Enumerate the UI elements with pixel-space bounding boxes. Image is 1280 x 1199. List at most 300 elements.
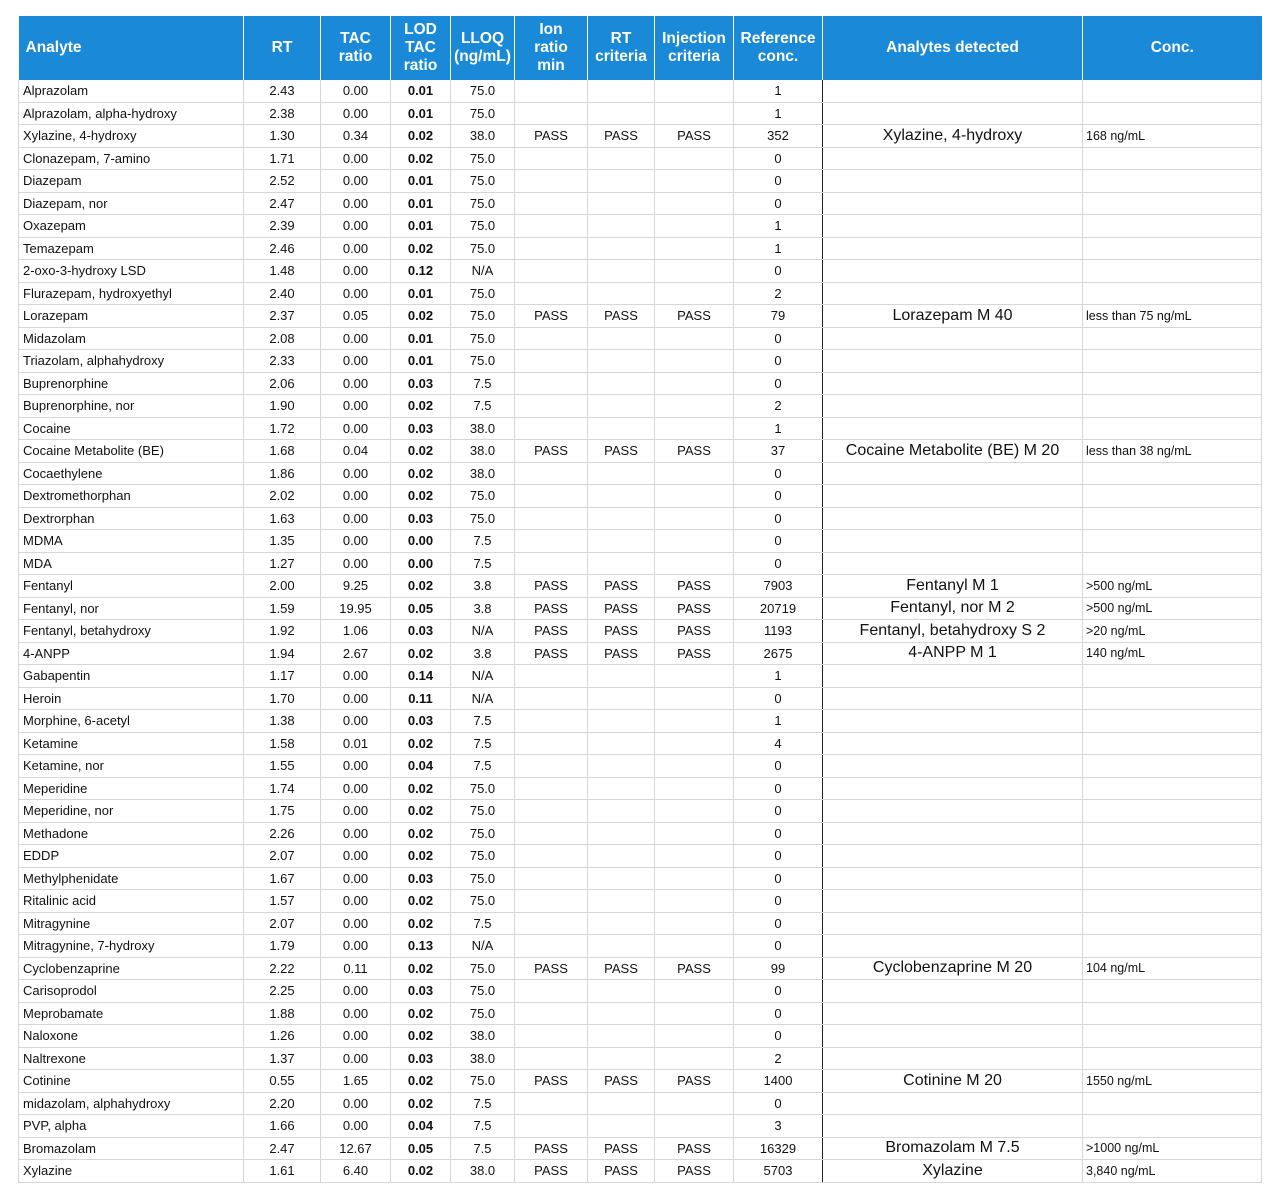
analyte-cell: Fentanyl, betahydroxy: [19, 620, 244, 643]
conc-cell: [1083, 395, 1262, 418]
reference-conc-cell: 2: [734, 1047, 823, 1070]
analyte-cell: Temazepam: [19, 237, 244, 260]
header-rt: RT: [244, 16, 321, 80]
conc-cell: >20 ng/mL: [1083, 620, 1262, 643]
header-ion-ratio-min: Ion ratio min: [515, 16, 588, 80]
lloq-cell: 7.5: [451, 912, 515, 935]
lloq-cell: 75.0: [451, 845, 515, 868]
rt-criteria-cell: [588, 350, 655, 373]
table-row: [19, 755, 1262, 778]
conc-cell: less than 75 ng/mL: [1083, 305, 1262, 328]
table-row: [19, 620, 1262, 643]
analytes-detected-cell: [823, 192, 1083, 215]
ion-ratio-cell: [515, 1002, 588, 1025]
injection-criteria-cell: [655, 1047, 734, 1070]
analyte-cell: Cocaethylene: [19, 462, 244, 485]
lloq-cell: 7.5: [451, 395, 515, 418]
rt-criteria-cell: [588, 867, 655, 890]
lod-tac-ratio-cell: 0.01: [391, 350, 451, 373]
conc-cell: [1083, 822, 1262, 845]
tac-ratio-cell: 0.00: [321, 755, 391, 778]
tac-ratio-cell: 6.40: [321, 1160, 391, 1183]
tac-ratio-cell: 0.05: [321, 305, 391, 328]
lloq-cell: 75.0: [451, 147, 515, 170]
lod-tac-ratio-cell: 0.02: [391, 957, 451, 980]
injection-criteria-cell: [655, 507, 734, 530]
analytes-detected-cell: [823, 732, 1083, 755]
injection-criteria-cell: PASS: [655, 1160, 734, 1183]
lloq-cell: 7.5: [451, 755, 515, 778]
injection-criteria-cell: PASS: [655, 620, 734, 643]
rt-criteria-cell: [588, 372, 655, 395]
rt-cell: 1.38: [244, 710, 321, 733]
rt-criteria-cell: [588, 485, 655, 508]
reference-conc-cell: 37: [734, 440, 823, 463]
analyte-cell: Xylazine: [19, 1160, 244, 1183]
table-row: [19, 485, 1262, 508]
lod-tac-ratio-cell: 0.02: [391, 642, 451, 665]
analytes-detected-cell: Fentanyl, nor M 2: [823, 597, 1083, 620]
ion-ratio-cell: [515, 867, 588, 890]
lloq-cell: 75.0: [451, 282, 515, 305]
ion-ratio-cell: [515, 732, 588, 755]
analyte-cell: Meperidine: [19, 777, 244, 800]
ion-ratio-cell: PASS: [515, 440, 588, 463]
conc-cell: 1550 ng/mL: [1083, 1070, 1262, 1093]
reference-conc-cell: 0: [734, 485, 823, 508]
ion-ratio-cell: [515, 147, 588, 170]
analytes-detected-cell: [823, 485, 1083, 508]
table-row: [19, 935, 1262, 958]
lod-tac-ratio-cell: 0.02: [391, 845, 451, 868]
rt-cell: 1.86: [244, 462, 321, 485]
reference-conc-cell: 5703: [734, 1160, 823, 1183]
analytes-detected-cell: Cyclobenzaprine M 20: [823, 957, 1083, 980]
injection-criteria-cell: [655, 710, 734, 733]
table-row: [19, 890, 1262, 913]
tac-ratio-cell: 0.11: [321, 957, 391, 980]
conc-cell: [1083, 980, 1262, 1003]
reference-conc-cell: 0: [734, 822, 823, 845]
analytes-detected-cell: [823, 1047, 1083, 1070]
lloq-cell: 38.0: [451, 462, 515, 485]
analytes-detected-cell: [823, 800, 1083, 823]
tac-ratio-cell: 0.00: [321, 777, 391, 800]
injection-criteria-cell: [655, 327, 734, 350]
reference-conc-cell: 0: [734, 777, 823, 800]
conc-cell: [1083, 845, 1262, 868]
conc-cell: >1000 ng/mL: [1083, 1137, 1262, 1160]
rt-cell: 1.57: [244, 890, 321, 913]
conc-cell: [1083, 777, 1262, 800]
rt-criteria-cell: PASS: [588, 642, 655, 665]
header-analyte: Analyte: [19, 16, 244, 80]
rt-criteria-cell: [588, 1092, 655, 1115]
reference-conc-cell: 0: [734, 1092, 823, 1115]
tac-ratio-cell: 0.00: [321, 417, 391, 440]
tac-ratio-cell: 0.00: [321, 170, 391, 193]
analytes-detected-cell: 4-ANPP M 1: [823, 642, 1083, 665]
header-analytes-detected: Analytes detected: [823, 16, 1083, 80]
ion-ratio-cell: [515, 845, 588, 868]
analytes-detected-cell: [823, 935, 1083, 958]
analyte-cell: Cocaine Metabolite (BE): [19, 440, 244, 463]
lod-tac-ratio-cell: 0.02: [391, 890, 451, 913]
conc-cell: [1083, 215, 1262, 238]
injection-criteria-cell: [655, 372, 734, 395]
conc-cell: >500 ng/mL: [1083, 575, 1262, 598]
table-row: [19, 777, 1262, 800]
lod-tac-ratio-cell: 0.02: [391, 777, 451, 800]
rt-criteria-cell: PASS: [588, 1160, 655, 1183]
table-row: [19, 980, 1262, 1003]
lod-tac-ratio-cell: 0.00: [391, 552, 451, 575]
tac-ratio-cell: 0.00: [321, 350, 391, 373]
rt-criteria-cell: [588, 1002, 655, 1025]
injection-criteria-cell: [655, 80, 734, 102]
analyte-cell: Fentanyl: [19, 575, 244, 598]
tac-ratio-cell: 0.00: [321, 800, 391, 823]
reference-conc-cell: 0: [734, 170, 823, 193]
analytes-detected-cell: [823, 350, 1083, 373]
rt-cell: 1.71: [244, 147, 321, 170]
analytes-detected-cell: [823, 1002, 1083, 1025]
lloq-cell: 38.0: [451, 417, 515, 440]
reference-conc-cell: 1193: [734, 620, 823, 643]
tac-ratio-cell: 0.00: [321, 485, 391, 508]
analyte-cell: Meperidine, nor: [19, 800, 244, 823]
rt-cell: 1.92: [244, 620, 321, 643]
table-row: [19, 192, 1262, 215]
lod-tac-ratio-cell: 0.14: [391, 665, 451, 688]
analyte-cell: Cyclobenzaprine: [19, 957, 244, 980]
analyte-cell: Alprazolam, alpha-hydroxy: [19, 102, 244, 125]
lloq-cell: N/A: [451, 687, 515, 710]
conc-cell: [1083, 912, 1262, 935]
tac-ratio-cell: 0.00: [321, 890, 391, 913]
injection-criteria-cell: [655, 350, 734, 373]
rt-cell: 2.46: [244, 237, 321, 260]
analytes-detected-cell: [823, 845, 1083, 868]
injection-criteria-cell: [655, 935, 734, 958]
lod-tac-ratio-cell: 0.02: [391, 732, 451, 755]
lloq-cell: 3.8: [451, 575, 515, 598]
reference-conc-cell: 3: [734, 1115, 823, 1138]
lloq-cell: 7.5: [451, 1137, 515, 1160]
analytes-detected-cell: Xylazine: [823, 1160, 1083, 1183]
tac-ratio-cell: 0.00: [321, 282, 391, 305]
reference-conc-cell: 0: [734, 980, 823, 1003]
lod-tac-ratio-cell: 0.02: [391, 440, 451, 463]
conc-cell: [1083, 935, 1262, 958]
analyte-cell: Meprobamate: [19, 1002, 244, 1025]
conc-cell: [1083, 1002, 1262, 1025]
reference-conc-cell: 1: [734, 215, 823, 238]
ion-ratio-cell: [515, 1025, 588, 1048]
ion-ratio-cell: [515, 912, 588, 935]
tac-ratio-cell: 0.00: [321, 215, 391, 238]
lod-tac-ratio-cell: 0.12: [391, 260, 451, 283]
reference-conc-cell: 352: [734, 125, 823, 148]
rt-criteria-cell: [588, 732, 655, 755]
rt-criteria-cell: [588, 102, 655, 125]
rt-criteria-cell: PASS: [588, 305, 655, 328]
table-row: [19, 552, 1262, 575]
rt-cell: 1.68: [244, 440, 321, 463]
reference-conc-cell: 1: [734, 237, 823, 260]
tac-ratio-cell: 0.00: [321, 260, 391, 283]
analyte-cell: MDA: [19, 552, 244, 575]
tac-ratio-cell: 0.00: [321, 912, 391, 935]
analytes-detected-cell: Fentanyl, betahydroxy S 2: [823, 620, 1083, 643]
reference-conc-cell: 0: [734, 687, 823, 710]
conc-cell: [1083, 327, 1262, 350]
injection-criteria-cell: [655, 552, 734, 575]
injection-criteria-cell: [655, 800, 734, 823]
table-row: [19, 1115, 1262, 1138]
reference-conc-cell: 1: [734, 417, 823, 440]
analytes-detected-cell: [823, 777, 1083, 800]
reference-conc-cell: 0: [734, 867, 823, 890]
rt-criteria-cell: [588, 237, 655, 260]
analyte-cell: 4-ANPP: [19, 642, 244, 665]
injection-criteria-cell: [655, 822, 734, 845]
table-body: [19, 80, 1262, 1182]
analyte-cell: Clonazepam, 7-amino: [19, 147, 244, 170]
injection-criteria-cell: [655, 1092, 734, 1115]
analytes-detected-cell: Lorazepam M 40: [823, 305, 1083, 328]
table-row: [19, 1025, 1262, 1048]
table-row: [19, 395, 1262, 418]
lloq-cell: 75.0: [451, 80, 515, 102]
conc-cell: [1083, 1025, 1262, 1048]
rt-criteria-cell: [588, 777, 655, 800]
analytes-detected-cell: [823, 372, 1083, 395]
lod-tac-ratio-cell: 0.04: [391, 1115, 451, 1138]
tac-ratio-cell: 0.00: [321, 507, 391, 530]
table-row: [19, 237, 1262, 260]
analyte-cell: Ritalinic acid: [19, 890, 244, 913]
lloq-cell: 7.5: [451, 372, 515, 395]
tac-ratio-cell: 0.34: [321, 125, 391, 148]
analyte-cell: Naloxone: [19, 1025, 244, 1048]
analytes-detected-cell: [823, 327, 1083, 350]
analyte-cell: Ketamine: [19, 732, 244, 755]
analyte-cell: PVP, alpha: [19, 1115, 244, 1138]
rt-criteria-cell: [588, 215, 655, 238]
rt-criteria-cell: PASS: [588, 440, 655, 463]
rt-cell: 1.63: [244, 507, 321, 530]
conc-cell: [1083, 417, 1262, 440]
lod-tac-ratio-cell: 0.01: [391, 80, 451, 102]
rt-criteria-cell: PASS: [588, 575, 655, 598]
lloq-cell: 75.0: [451, 507, 515, 530]
rt-criteria-cell: [588, 710, 655, 733]
header-injection-criteria: Injection criteria: [655, 16, 734, 80]
injection-criteria-cell: [655, 417, 734, 440]
injection-criteria-cell: PASS: [655, 642, 734, 665]
injection-criteria-cell: [655, 1115, 734, 1138]
lloq-cell: 75.0: [451, 170, 515, 193]
ion-ratio-cell: [515, 372, 588, 395]
analyte-cell: midazolam, alphahydroxy: [19, 1092, 244, 1115]
conc-cell: [1083, 372, 1262, 395]
rt-cell: 1.30: [244, 125, 321, 148]
table-row: [19, 507, 1262, 530]
analyte-cell: Naltrexone: [19, 1047, 244, 1070]
tac-ratio-cell: 0.00: [321, 935, 391, 958]
ion-ratio-cell: [515, 215, 588, 238]
analyte-cell: Alprazolam: [19, 80, 244, 102]
lod-tac-ratio-cell: 0.02: [391, 1160, 451, 1183]
injection-criteria-cell: [655, 980, 734, 1003]
lloq-cell: 75.0: [451, 350, 515, 373]
rt-criteria-cell: [588, 687, 655, 710]
lloq-cell: N/A: [451, 935, 515, 958]
conc-cell: [1083, 462, 1262, 485]
lloq-cell: 38.0: [451, 440, 515, 463]
analytes-detected-cell: [823, 462, 1083, 485]
table-row: [19, 440, 1262, 463]
tac-ratio-cell: 19.95: [321, 597, 391, 620]
lloq-cell: 7.5: [451, 1092, 515, 1115]
injection-criteria-cell: PASS: [655, 440, 734, 463]
table-row: [19, 1002, 1262, 1025]
table-row: [19, 597, 1262, 620]
analytes-detected-cell: [823, 260, 1083, 283]
conc-cell: [1083, 282, 1262, 305]
analytes-detected-cell: [823, 552, 1083, 575]
lloq-cell: 38.0: [451, 1047, 515, 1070]
lod-tac-ratio-cell: 0.03: [391, 867, 451, 890]
rt-cell: 1.35: [244, 530, 321, 553]
conc-cell: [1083, 102, 1262, 125]
rt-cell: 1.61: [244, 1160, 321, 1183]
table-header: [19, 16, 1262, 80]
analytes-detected-cell: [823, 1025, 1083, 1048]
rt-cell: 0.55: [244, 1070, 321, 1093]
analytes-detected-cell: [823, 665, 1083, 688]
table-row: [19, 530, 1262, 553]
analyte-cell: Fentanyl, nor: [19, 597, 244, 620]
table-row: [19, 462, 1262, 485]
lod-tac-ratio-cell: 0.01: [391, 192, 451, 215]
rt-criteria-cell: [588, 980, 655, 1003]
ion-ratio-cell: PASS: [515, 1070, 588, 1093]
ion-ratio-cell: [515, 237, 588, 260]
table-row: [19, 710, 1262, 733]
rt-cell: 1.90: [244, 395, 321, 418]
lloq-cell: 7.5: [451, 732, 515, 755]
rt-cell: 1.26: [244, 1025, 321, 1048]
reference-conc-cell: 99: [734, 957, 823, 980]
table-row: [19, 665, 1262, 688]
analyte-cell: Diazepam: [19, 170, 244, 193]
rt-criteria-cell: [588, 935, 655, 958]
reference-conc-cell: 1400: [734, 1070, 823, 1093]
reference-conc-cell: 0: [734, 147, 823, 170]
rt-criteria-cell: PASS: [588, 620, 655, 643]
reference-conc-cell: 0: [734, 192, 823, 215]
table-row: [19, 732, 1262, 755]
conc-cell: 168 ng/mL: [1083, 125, 1262, 148]
lod-tac-ratio-cell: 0.03: [391, 710, 451, 733]
rt-cell: 2.06: [244, 372, 321, 395]
lloq-cell: 38.0: [451, 1160, 515, 1183]
lloq-cell: 75.0: [451, 102, 515, 125]
rt-criteria-cell: [588, 1115, 655, 1138]
injection-criteria-cell: [655, 777, 734, 800]
rt-criteria-cell: [588, 755, 655, 778]
tac-ratio-cell: 0.04: [321, 440, 391, 463]
rt-criteria-cell: [588, 192, 655, 215]
ion-ratio-cell: [515, 777, 588, 800]
lloq-cell: N/A: [451, 665, 515, 688]
analytes-detected-cell: [823, 890, 1083, 913]
lod-tac-ratio-cell: 0.02: [391, 147, 451, 170]
table-row: [19, 1092, 1262, 1115]
analytes-detected-cell: Bromazolam M 7.5: [823, 1137, 1083, 1160]
ion-ratio-cell: PASS: [515, 597, 588, 620]
rt-criteria-cell: [588, 845, 655, 868]
analytes-detected-cell: [823, 417, 1083, 440]
lloq-cell: 75.0: [451, 192, 515, 215]
ion-ratio-cell: [515, 890, 588, 913]
rt-cell: 1.67: [244, 867, 321, 890]
injection-criteria-cell: [655, 237, 734, 260]
table-row: [19, 867, 1262, 890]
reference-conc-cell: 0: [734, 1002, 823, 1025]
rt-cell: 1.88: [244, 1002, 321, 1025]
conc-cell: [1083, 1047, 1262, 1070]
conc-cell: less than 38 ng/mL: [1083, 440, 1262, 463]
conc-cell: [1083, 890, 1262, 913]
rt-cell: 2.38: [244, 102, 321, 125]
lod-tac-ratio-cell: 0.03: [391, 1047, 451, 1070]
analytes-detected-cell: Fentanyl M 1: [823, 575, 1083, 598]
reference-conc-cell: 1: [734, 665, 823, 688]
rt-cell: 2.43: [244, 80, 321, 102]
analytes-detected-cell: Xylazine, 4-hydroxy: [823, 125, 1083, 148]
rt-criteria-cell: PASS: [588, 1137, 655, 1160]
lod-tac-ratio-cell: 0.11: [391, 687, 451, 710]
lod-tac-ratio-cell: 0.02: [391, 575, 451, 598]
table-row: [19, 102, 1262, 125]
analytes-detected-cell: [823, 755, 1083, 778]
ion-ratio-cell: [515, 552, 588, 575]
analyte-cell: Dextromethorphan: [19, 485, 244, 508]
results-table: [18, 16, 1262, 1183]
lloq-cell: 75.0: [451, 1070, 515, 1093]
conc-cell: [1083, 170, 1262, 193]
lod-tac-ratio-cell: 0.01: [391, 170, 451, 193]
lod-tac-ratio-cell: 0.02: [391, 462, 451, 485]
conc-cell: [1083, 665, 1262, 688]
analyte-cell: Lorazepam: [19, 305, 244, 328]
ion-ratio-cell: [515, 665, 588, 688]
analytes-detected-cell: [823, 215, 1083, 238]
lod-tac-ratio-cell: 0.01: [391, 327, 451, 350]
conc-cell: [1083, 507, 1262, 530]
conc-cell: [1083, 710, 1262, 733]
analyte-cell: Mitragynine, 7-hydroxy: [19, 935, 244, 958]
analytes-detected-cell: [823, 170, 1083, 193]
reference-conc-cell: 0: [734, 800, 823, 823]
conc-cell: [1083, 1092, 1262, 1115]
tac-ratio-cell: 0.00: [321, 1115, 391, 1138]
analytes-detected-cell: [823, 822, 1083, 845]
analyte-cell: Cocaine: [19, 417, 244, 440]
